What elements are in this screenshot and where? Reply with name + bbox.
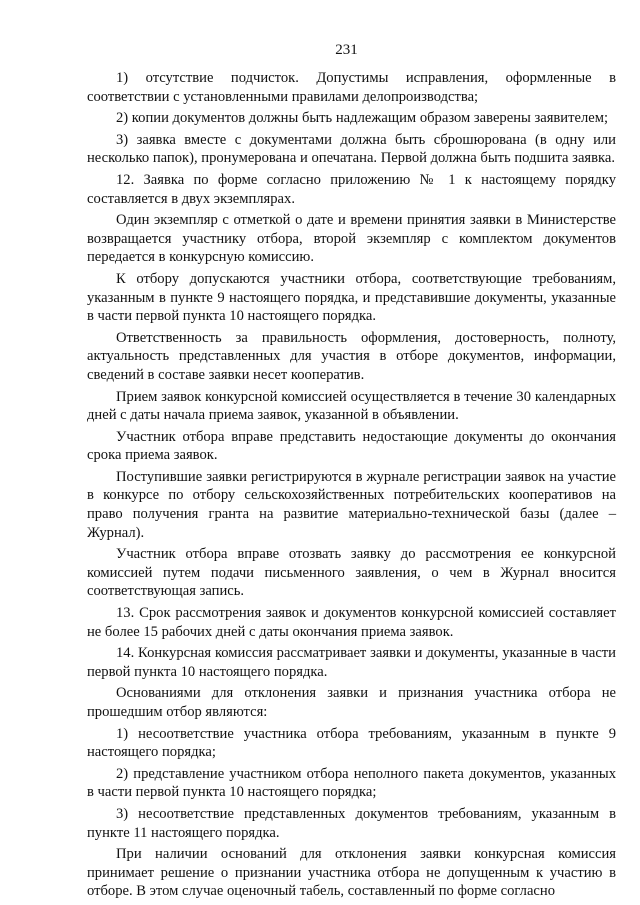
paragraph-11: Участник отбора вправе отозвать заявку до рассмотрения ее конкурсной комиссией путем подачи письменного заявления, о чем в Журнал вносится соответствующая запись. — [87, 546, 616, 600]
paragraph-16: 2) представление участником отбора неполного пакета документов, указанных в части первой пункта 10 настоящего порядка; — [87, 765, 616, 801]
paragraph-2: 2) копии документов должны быть надлежащим образом заверены заявителем; — [116, 110, 609, 127]
page-number: 231 — [335, 42, 358, 58]
paragraph-10: Поступившие заявки регистрируются в журнале регистрации заявок на участие в конкурсе по отбору сельскохозяйственных потребительских кооперативов на право получения гранта на развитие материально-технической базы (далее – Журнал). — [87, 468, 616, 541]
paragraph-8: Прием заявок конкурсной комиссией осуществляется в течение 30 календарных дней с даты начала приема заявок, указанной в объявлении. — [87, 388, 616, 424]
paragraph-13: 14. Конкурсная комиссия рассматривает заявки и документы, указанные в части первой пункта 10 настоящего порядка. — [87, 645, 616, 680]
paragraph-3: 3) заявка вместе с документами должна быть сброшюрована (в одну или несколько папок), пронумерована и опечатана. Первой должна быть подшита заявка. — [87, 131, 616, 167]
paragraph-14: Основаниями для отклонения заявки и признания участника отбора не прошедшим отбор являются: — [87, 685, 616, 720]
paragraph-6: К отбору допускаются участники отбора, соответствующие требованиям, указанным в пункте 9 настоящего порядка, и представившие документы, указанные в части первой пункта 10 настоящего порядка. — [87, 270, 616, 325]
paragraph-18: При наличии оснований для отклонения заявки конкурсная комиссия принимает решение о признании участника отбора не допущенным к участию в отборе. В этом случае оценочный табель, составленный по форме согласно — [87, 846, 616, 900]
paragraph-12: 13. Срок рассмотрения заявок и документов конкурсной комиссией составляет не более 15 рабочих дней с даты окончания приема заявок. — [87, 605, 616, 640]
paragraph-4: 12. Заявка по форме согласно приложению № 1 к настоящему порядку составляется в двух экземплярах. — [87, 171, 616, 207]
paragraph-1: 1) отсутствие подчисток. Допустимы исправления, оформленные в соответствии с установленными правилами делопроизводства; — [87, 70, 616, 105]
paragraph-5: Один экземпляр с отметкой о дате и времени принятия заявки в Министерстве возвращается участнику отбора, второй экземпляр с комплектом документов передается в конкурсную комиссию. — [87, 212, 616, 266]
paragraph-17: 3) несоответствие представленных документов требованиям, указанным в пункте 11 настоящего порядка. — [87, 805, 616, 841]
paragraph-9: Участник отбора вправе представить недостающие документы до окончания срока приема заявок. — [87, 428, 616, 464]
paragraph-15: 1) несоответствие участника отбора требованиям, указанным в пункте 9 настоящего порядка; — [87, 725, 616, 761]
paragraph-7: Ответственность за правильность оформления, достоверность, полноту, актуальность представленных для участия в отборе документов, информации, сведений в составе заявки несет кооператив. — [87, 329, 616, 383]
